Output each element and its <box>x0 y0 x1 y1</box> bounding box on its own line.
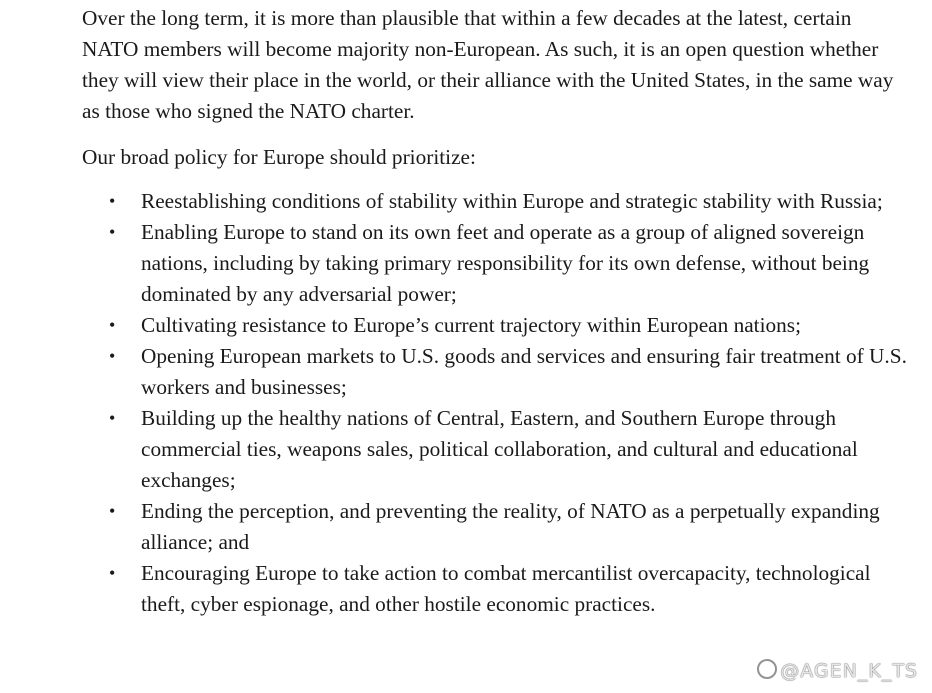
bullet-icon: • <box>109 563 116 583</box>
list-item-text: Reestablishing conditions of stability within Europe and strategic stability with Russia; <box>141 189 883 213</box>
list-item-text: Ending the perception, and preventing the reality, of NATO as a perpetually expanding alliance; and <box>141 499 880 554</box>
list-item-text: Opening European markets to U.S. goods and services and ensuring fair treatment of U.S. workers and businesses; <box>141 344 907 399</box>
list-item <box>82 310 912 341</box>
list-item <box>82 403 912 496</box>
bullet-icon: • <box>109 408 116 428</box>
document-page <box>82 3 912 620</box>
bullet-icon: • <box>109 222 116 242</box>
bullet-icon: • <box>109 191 116 211</box>
intro-paragraph: Over the long term, it is more than plausible that within a few decades at the latest, certain NATO members will become majority non-European. As such, it is an open question whether they will view their place in the world, or their alliance with the United States, in the same way as those who signed the NATO charter. <box>82 6 894 123</box>
watermark <box>757 656 918 687</box>
list-item <box>82 186 912 217</box>
list-item-text: Encouraging Europe to take action to combat mercantilist overcapacity, technological theft, cyber espionage, and other hostile economic practices. <box>141 561 871 616</box>
list-item <box>82 558 912 620</box>
watermark-text: @AGEN_K_TS <box>780 660 918 682</box>
list-item <box>82 496 912 558</box>
bullet-icon: • <box>109 315 116 335</box>
list-item-text: Enabling Europe to stand on its own feet and operate as a group of aligned sovereign nations, including by taking primary responsibility for its own defense, without being dominated by any adversarial power; <box>141 220 870 306</box>
list-item-text: Cultivating resistance to Europe’s current trajectory within European nations; <box>141 313 802 337</box>
weibo-icon <box>757 659 777 679</box>
bullet-icon: • <box>109 501 116 521</box>
list-item <box>82 217 912 310</box>
policy-lead-in: Our broad policy for Europe should prioritize: <box>82 145 476 169</box>
list-item <box>82 341 912 403</box>
bullet-icon: • <box>109 346 116 366</box>
list-item-text: Building up the healthy nations of Central, Eastern, and Southern Europe through commercial ties, weapons sales, political collaboration, and cultural and educational exchanges; <box>141 406 858 492</box>
policy-priorities-list <box>82 186 912 620</box>
